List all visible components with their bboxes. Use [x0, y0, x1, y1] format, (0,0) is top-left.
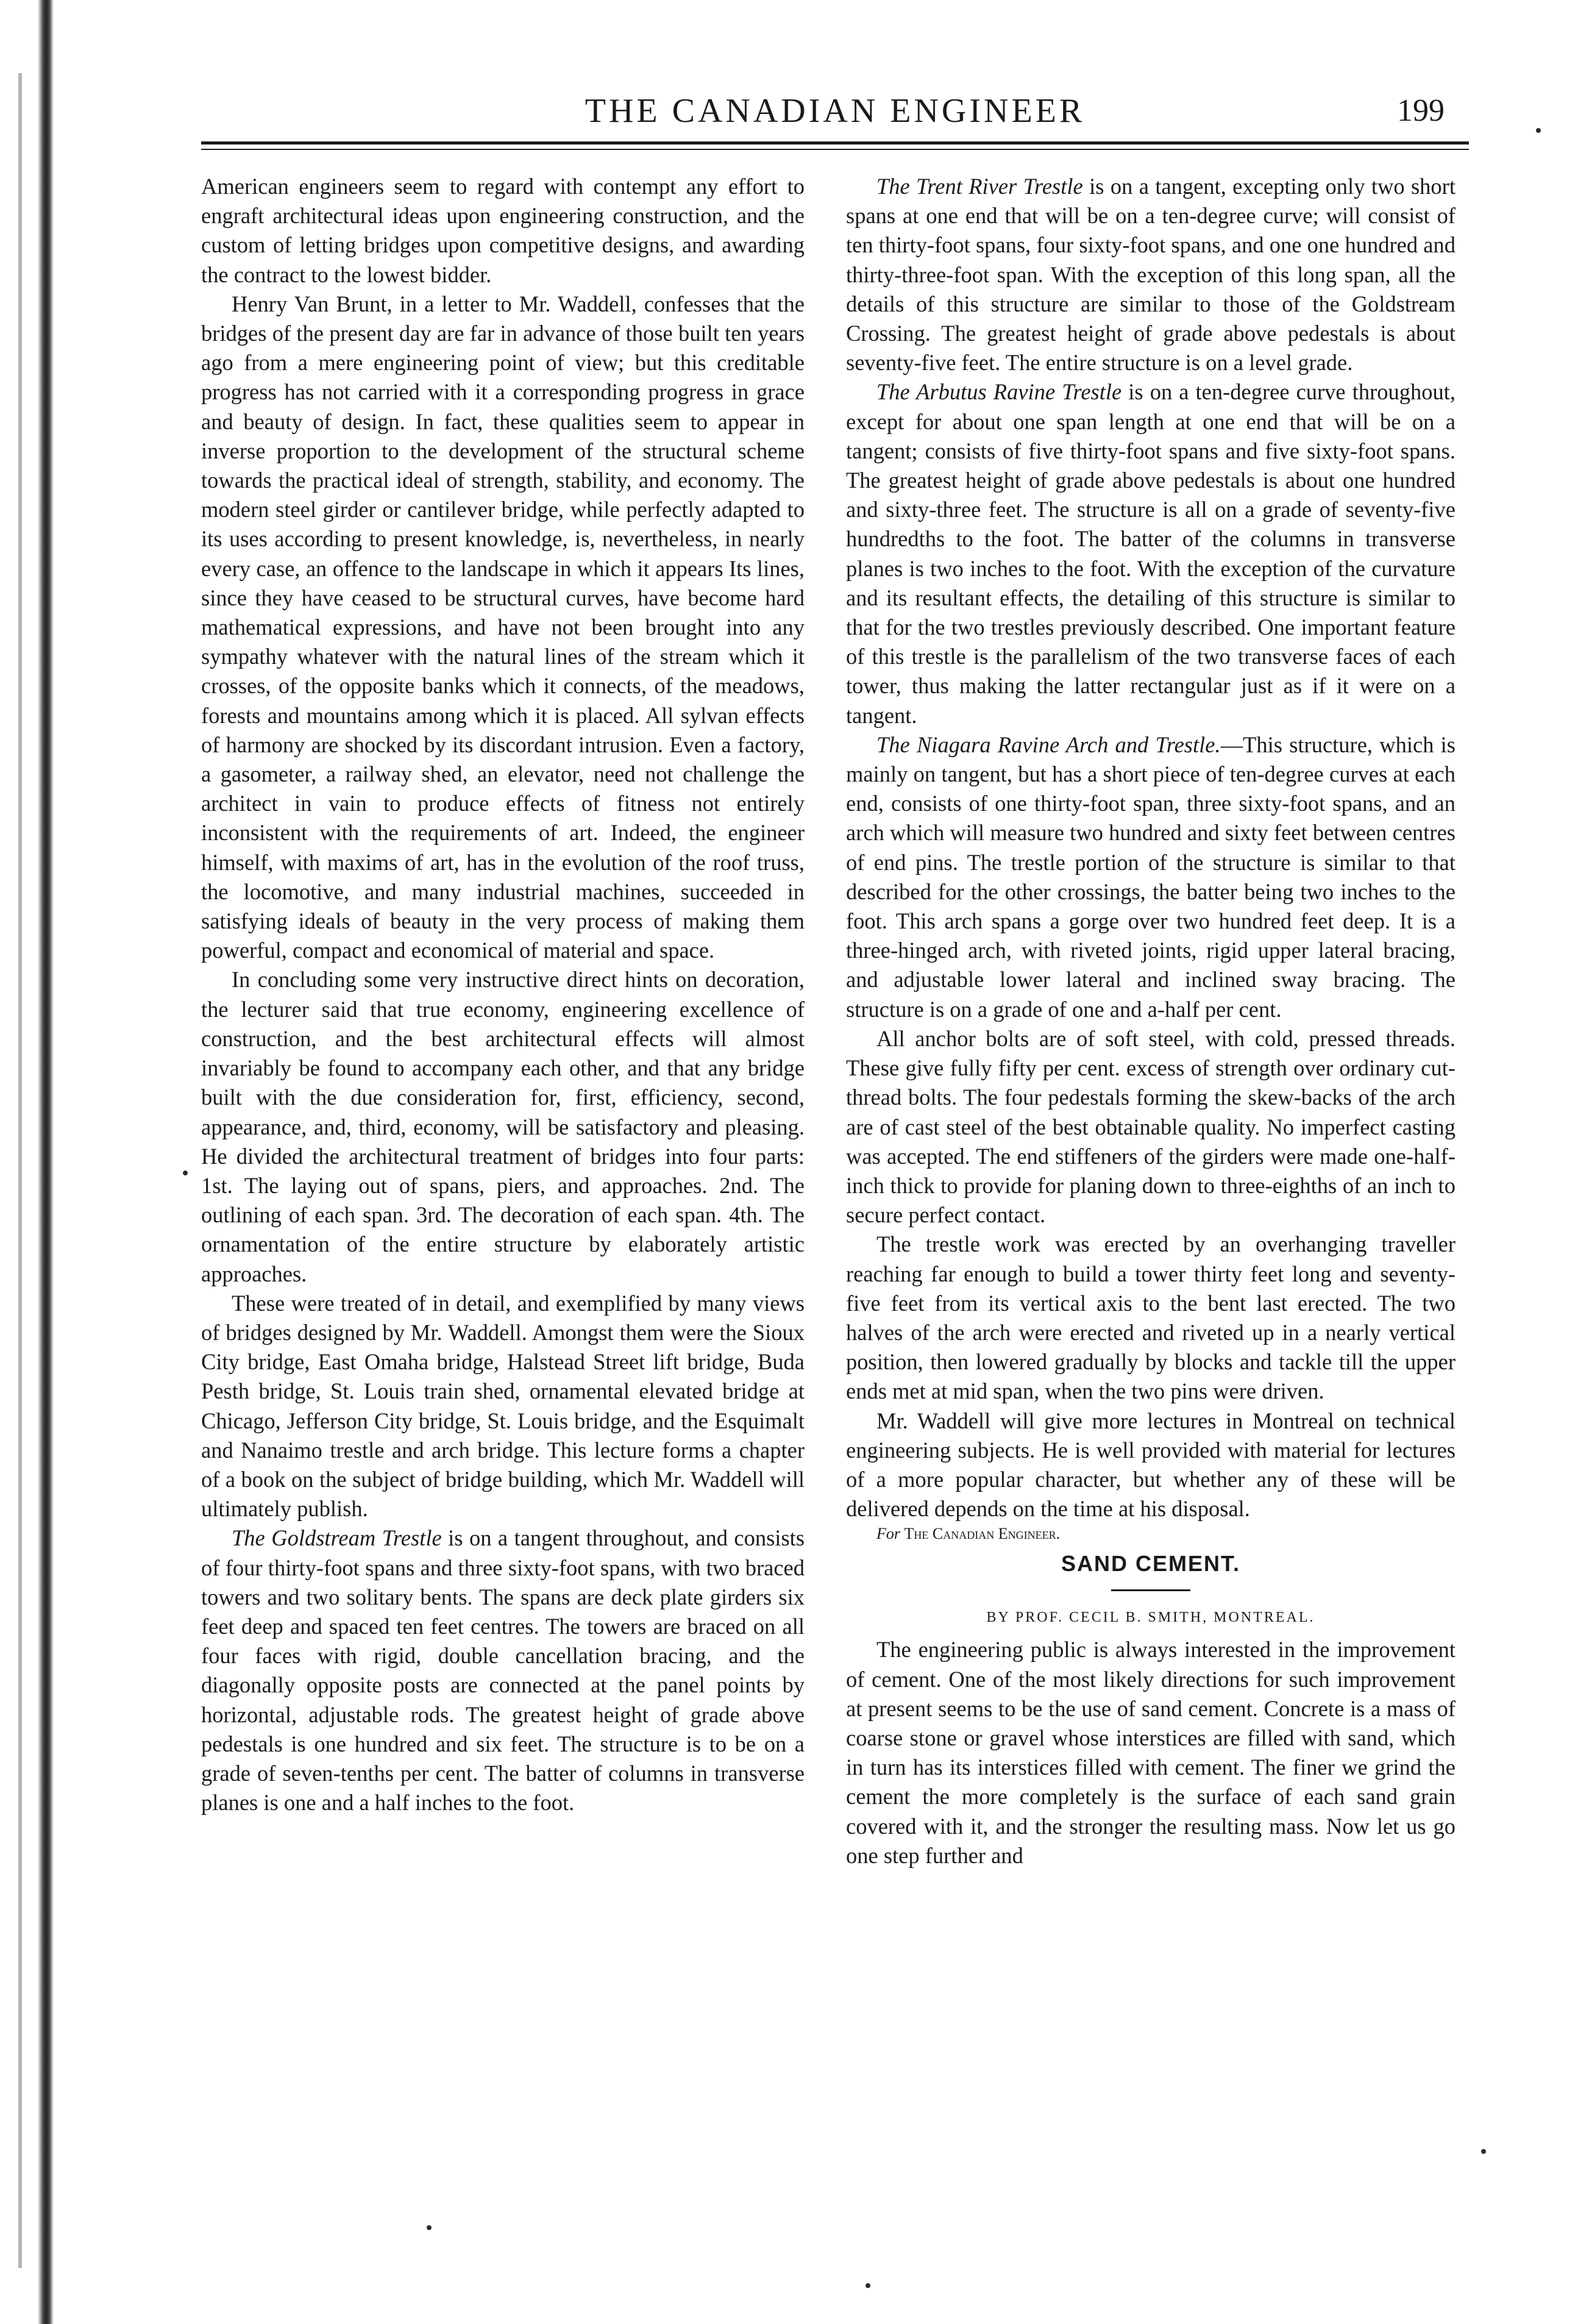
paragraph-views-of-bridges: These were treated of in detail, and exemplified by many views of bridges designed by Mr. Waddell. Amongst them were the Sioux City bridge, East Omaha bridge, Halstead Street lift bridge, Buda Pesth bridge, St. Louis train shed, ornamental elevated bridge at Chicago, Jefferson City bridge, St. Louis bridge, and the Esquimalt and Nanaimo trestle and arch bridge. This lecture forms a chapter of a book on the subject of bridge building, which Mr. Waddell will ultimately publish. — [201, 1290, 805, 1522]
arbutus-text: is on a ten-degree curve throughout, except for about one span length at one end that will be on a tangent; consists of five thirty-foot spans and five sixty-foot spans. The greatest height of grade above pedestals is about one hundred and sixty-three feet. The structure is all on a grade of seventy-five hundredths to the foot. The batter of the columns in transverse planes is two inches to the foot. With the exception of the curvature and its resultant effects, the detailing of this structure is similar to that for the two trestles previously described. One important feature of this trestle is the parallelism of the two transverse faces of each tower, thus making the latter rectangular just as if it were on a tangent. — [846, 379, 1456, 728]
scan-speck — [427, 2225, 432, 2230]
paragraph-trestle-work: The trestle work was erected by an overhanging traveller reaching far enough to build a tower thirty feet long and seventy-five feet from its vertical axis to the bent last erected. The two halves of the arch were erected and riveted up in a nearly vertical position, then lowered gradually by blocks and tackle till the upper ends met at mid span, when the two pins were driven. — [846, 1232, 1455, 1404]
paragraph-more-lectures: Mr. Waddell will give more lectures in Montreal on technical engineering subjects. He is well provided with material for lectures of a more popular character, but whether any of these will be delivered depends on the time at his disposal. — [846, 1408, 1455, 1522]
trent-heading: The Trent River Trestle — [876, 174, 1083, 199]
scan-speck — [865, 2283, 870, 2288]
arbutus-heading: The Arbutus Ravine Trestle — [876, 379, 1122, 405]
page-number: 199 — [1397, 93, 1445, 128]
article-byline: BY PROF. CECIL B. SMITH, MONTREAL. — [986, 1609, 1315, 1626]
scan-speck — [1481, 2149, 1486, 2154]
article-credit — [846, 1524, 1455, 1544]
paragraph-arbutus-ravine-trestle — [846, 377, 1455, 730]
section-title-sand-cement: SAND CEMENT. — [1061, 1551, 1241, 1577]
title-rule — [1111, 1589, 1190, 1591]
paragraph-goldstream-trestle — [201, 1524, 805, 1817]
header-rule-thin — [201, 149, 1469, 150]
paragraph-concluding-hints: In concluding some very instructive direct hints on decoration, the lecturer said that true economy, engineering excellence of construction, and the best architectural effects will almost invariably be found to accompany each other, and that any bridge built with the due consideration for, first, efficiency, second, appearance, and, third, economy, will be satisfactory and pleasing. He divided the architectural treatment of bridges into four parts: 1st. The laying out of spans, piers, and approaches. 2nd. The outlining of each span. 3rd. The decoration of each span. 4th. The ornamentation of the entire structure by elaborately artistic approaches. — [201, 967, 805, 1286]
paragraph-trent-river-trestle — [846, 172, 1455, 377]
paragraph-niagara-ravine-arch — [846, 730, 1455, 1024]
trent-text: is on a tangent, excepting only two short spans at one end that will be on a ten-degree curve; will consist of ten thirty-foot spans, four sixty-foot spans, and one one hundred and thirty-three-foot span. With the exception of this long span, all the details of this structure are similar to those of the Goldstream Crossing. The greatest height of grade above pedestals is about seventy-five feet. The entire structure is on a level grade. — [846, 174, 1455, 376]
paragraph-anchor-bolts: All anchor bolts are of soft steel, with cold, pressed threads. These give fully fifty per cent. excess of strength over ordinary cut-thread bolts. The four pedestals forming the skew-backs of the arch are of cast steel of the best obtainable quality. No imperfect casting was accepted. The end stiffeners of the girders were made one-half-inch thick to provide for planing down to three-eighths of an inch to secure perfect contact. — [846, 1025, 1455, 1228]
binding-edge — [38, 0, 54, 2324]
paragraph-architectural-ideas: American engineers seem to regard with contempt any effort to engraft architectural ideas upon engineering construction, and the custom of letting bridges upon competitive designs, and awarding the contract to the lowest bidder. — [201, 174, 805, 287]
journal-title: THE CANADIAN ENGINEER — [585, 92, 1086, 130]
niagara-heading: The Niagara Ravine Arch and Trestle. — [876, 732, 1221, 757]
niagara-text: —This structure, which is mainly on tangent, but has a short piece of ten-degree curves at each end, consists of one thirty-foot span, three sixty-foot spans, and an arch which will measure two hundred and sixty feet between centres of end pins. The trestle portion of the structure is similar to that described for the other crossings, the batter being two inches to the foot. This arch spans a gorge over two hundred feet deep. It is a three-hinged arch, with riveted joints, rigid upper lateral bracing, and adjustable lower lateral and inclined sway bracing. The structure is on a grade of one and a-half per cent. — [846, 732, 1455, 1022]
header-rule-thick — [201, 141, 1469, 144]
paragraph-van-brunt: Henry Van Brunt, in a letter to Mr. Waddell, confesses that the bridges of the present day are far in advance of those built ten years ago from a mere engineering point of view; but this creditable progress has not carried with it a corresponding progress in grace and beauty of design. In fact, these qualities seem to appear in inverse proportion to the development of the structural scheme towards the practical ideal of strength, stability, and economy. The modern steel girder or cantilever bridge, while perfectly adapted to its uses according to present knowledge, is, nevertheless, in nearly every case, an offence to the landscape in which it appears Its lines, since they have ceased to be structural curves, have become hard mathematical expressions, and have not been brought into any sympathy whatever with the natural lines of the stream which it crosses, of the opposite banks which it connects, of the meadows, forests and mountains among which it is placed. All sylvan effects of harmony are shocked by its discordant intrusion. Even a factory, a gasometer, a railway shed, an elevator, need not challenge the architect in vain to produce effects of fitness not entirely inconsistent with the requirements of art. Indeed, the engineer himself, with maxims of art, has in the evolution of the roof truss, the locomotive, and many industrial machines, succeeded in satisfying ideals of beauty in the very process of making them powerful, compact and economical of material and space. — [201, 291, 805, 963]
scan-speck — [1536, 128, 1541, 133]
paragraph-sand-cement: The engineering public is always interested in the improvement of cement. One of the most likely directions for such improvement at present seems to be the use of sand cement. Concrete is a mass of coarse stone or gravel whose interstices are filled with sand, which in turn has its interstices filled with cement. The finer we grind the cement the more completely is the surface of each sand grain covered with it, and the stronger the resulting mass. Now let us go one step further and — [846, 1637, 1455, 1868]
scan-speck — [183, 1171, 188, 1175]
goldstream-text: is on a tangent throughout, and consists of four thirty-foot spans and three sixty-foot spans, with two braced towers and two solitary bents. The spans are deck plate girders six feet deep and spaced ten feet centres. The towers are braced on all four faces with rigid, double cancellation bracing, and the diagonally opposite posts are connected at the panel points by horizontal, adjustable rods. The greatest height of grade above pedestals is one hundred and six feet. The structure is to be on a grade of seven-tenths per cent. The batter of columns in transverse planes is one and a half inches to the foot. — [201, 1525, 805, 1816]
goldstream-heading: The Goldstream Trestle — [232, 1525, 442, 1551]
credit-prefix: For — [876, 1525, 900, 1543]
left-column — [201, 172, 805, 1817]
credit-publication: The Canadian Engineer. — [904, 1525, 1061, 1543]
right-column — [846, 172, 1455, 1870]
binding-shadow — [18, 73, 22, 2268]
